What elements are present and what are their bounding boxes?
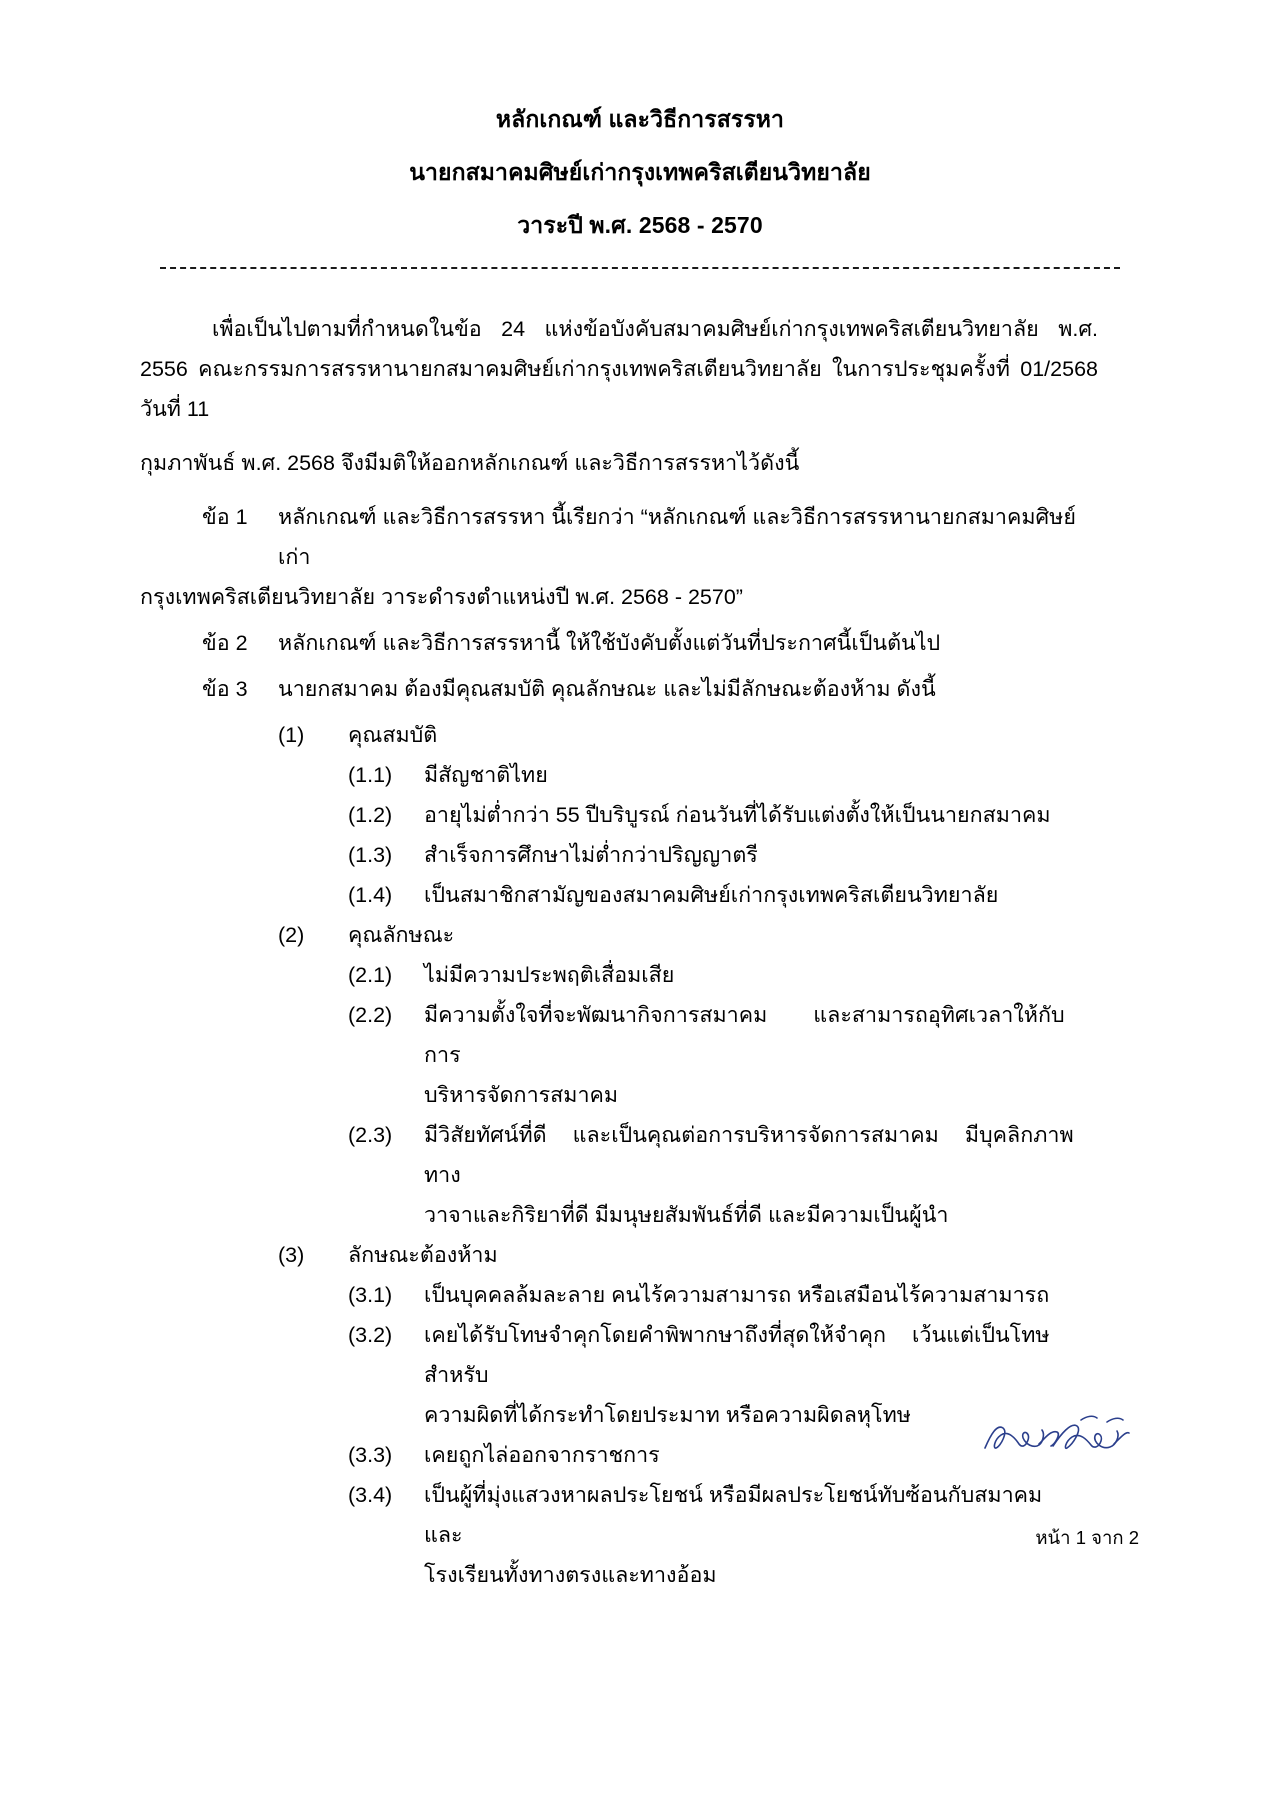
item-1-4 bbox=[140, 875, 1098, 915]
document-title-block bbox=[140, 0, 1140, 237]
item-2-3-text-a: มีวิสัยทัศน์ที่ดี bbox=[424, 1123, 547, 1147]
item-2-3-text-b: และเป็นคุณต่อการบริหารจัดการสมาคม bbox=[572, 1123, 939, 1147]
group-2-number: (2) bbox=[278, 923, 305, 947]
item-1-1-number: (1.1) bbox=[348, 763, 393, 787]
item-3-2-text-a: เคยได้รับโทษจำคุกโดยคำพิพากษาถึงที่สุดให้จำคุก bbox=[424, 1323, 887, 1347]
item-3-4-number: (3.4) bbox=[348, 1483, 393, 1507]
clause-2-number: ข้อ 2 bbox=[202, 631, 248, 655]
item-2-2 bbox=[140, 995, 1098, 1115]
item-2-2-number: (2.2) bbox=[348, 1003, 393, 1027]
clause-1-text: หลักเกณฑ์ และวิธีการสรรหา นี้เรียกว่า “หลักเกณฑ์ และวิธีการสรรหานายกสมาคมศิษย์เก่า bbox=[278, 505, 1076, 569]
item-3-4-text-b: และ bbox=[424, 1523, 463, 1547]
item-3-2-number: (3.2) bbox=[348, 1323, 393, 1347]
group-1-label: คุณสมบัติ bbox=[348, 723, 438, 747]
separator-rule-wrapper bbox=[140, 267, 1140, 279]
item-3-4-text-a: เป็นผู้ที่มุ่งแสวงหาผลประโยชน์ หรือมีผลประโยชน์ทับซ้อนกับสมาคม bbox=[424, 1483, 1043, 1507]
item-3-2 bbox=[140, 1315, 1098, 1435]
item-2-1-text: ไม่มีความประพฤติเสื่อมเสีย bbox=[424, 963, 675, 987]
item-2-1 bbox=[140, 955, 1098, 995]
dashed-separator bbox=[160, 267, 1120, 269]
intro-paragraph-tail: กุมภาพันธ์ พ.ศ. 2568 จึงมีมติให้ออกหลักเกณฑ์ และวิธีการสรรหาไว้ดังนี้ bbox=[140, 451, 800, 475]
item-3-2-body bbox=[424, 1315, 1098, 1435]
item-1-4-text: เป็นสมาชิกสามัญของสมาคมศิษย์เก่ากรุงเทพคริสเตียนวิทยาลัย bbox=[424, 883, 999, 907]
group-2-heading bbox=[140, 915, 1098, 955]
item-2-3-text-c: มีบุคลิกภาพทาง bbox=[424, 1123, 1074, 1187]
item-2-2-text-line2: บริหารจัดการสมาคม bbox=[424, 1083, 619, 1107]
item-2-3-body bbox=[424, 1115, 1098, 1235]
item-3-3-number: (3.3) bbox=[348, 1443, 393, 1467]
item-2-2-text-b: และสามารถอุทิศเวลาให้กับการ bbox=[424, 1003, 1065, 1067]
title-line-1: หลักเกณฑ์ และวิธีการสรรหา bbox=[495, 106, 785, 132]
item-3-2-text-line2: ความผิดที่ได้กระทำโดยประมาท หรือความผิดลหุโทษ bbox=[424, 1403, 911, 1427]
clause-1 bbox=[140, 497, 1098, 617]
item-1-1-text: มีสัญชาติไทย bbox=[424, 763, 548, 787]
item-1-2 bbox=[140, 795, 1098, 835]
item-1-1 bbox=[140, 755, 1098, 795]
clause-2 bbox=[140, 623, 1098, 663]
title-line-3: วาระปี พ.ศ. 2568 - 2570 bbox=[517, 212, 763, 238]
clause-2-body: หลักเกณฑ์ และวิธีการสรรหานี้ ให้ใช้บังคับตั้งแต่วันที่ประกาศนี้เป็นต้นไป bbox=[278, 631, 941, 655]
item-3-2-text-b: เว้นแต่เป็นโทษสำหรับ bbox=[424, 1323, 1050, 1387]
clause-1-number: ข้อ 1 bbox=[202, 505, 248, 529]
item-3-1 bbox=[140, 1275, 1098, 1315]
clause-3 bbox=[140, 669, 1098, 709]
group-3-number: (3) bbox=[278, 1243, 305, 1267]
item-3-3 bbox=[140, 1435, 1098, 1475]
item-2-3 bbox=[140, 1115, 1098, 1235]
group-3-heading bbox=[140, 1235, 1098, 1275]
item-2-1-number: (2.1) bbox=[348, 963, 393, 987]
group-1-heading bbox=[140, 715, 1098, 755]
item-3-3-text: เคยถูกไล่ออกจากราชการ bbox=[424, 1443, 660, 1467]
document-content bbox=[140, 0, 1140, 1810]
item-3-1-number: (3.1) bbox=[348, 1283, 393, 1307]
item-2-3-text-line2: วาจาและกิริยาที่ดี มีมนุษยสัมพันธ์ที่ดี และมีความเป็นผู้นำ bbox=[424, 1203, 949, 1227]
document-body bbox=[140, 309, 1140, 1595]
group-1-number: (1) bbox=[278, 723, 305, 747]
item-3-4-text-line2: โรงเรียนทั้งทางตรงและทางอ้อม bbox=[424, 1563, 717, 1587]
clause-3-body: นายกสมาคม ต้องมีคุณสมบัติ คุณลักษณะ และไม่มีลักษณะต้องห้าม ดังนี้ bbox=[278, 677, 936, 701]
item-1-2-number: (1.2) bbox=[348, 803, 393, 827]
item-3-4-body bbox=[424, 1475, 1098, 1595]
group-3-label: ลักษณะต้องห้าม bbox=[348, 1243, 498, 1267]
item-1-3-number: (1.3) bbox=[348, 843, 393, 867]
item-2-2-body bbox=[424, 995, 1098, 1115]
clause-1-continuation: กรุงเทพคริสเตียนวิทยาลัย วาระดำรงตำแหน่งปี พ.ศ. 2568 - 2570” bbox=[140, 585, 743, 609]
item-1-4-number: (1.4) bbox=[348, 883, 393, 907]
item-3-4 bbox=[140, 1475, 1098, 1595]
item-1-2-text: อายุไม่ต่ำกว่า 55 ปีบริบูรณ์ ก่อนวันที่ได้รับแต่งตั้งให้เป็นนายกสมาคม bbox=[424, 803, 1051, 827]
item-3-1-text: เป็นบุคคลล้มละลาย คนไร้ความสามารถ หรือเสมือนไร้ความสามารถ bbox=[424, 1283, 1050, 1307]
item-2-2-text-a: มีความตั้งใจที่จะพัฒนากิจการสมาคม bbox=[424, 1003, 768, 1027]
item-2-3-number: (2.3) bbox=[348, 1123, 393, 1147]
clause-3-number: ข้อ 3 bbox=[202, 677, 248, 701]
intro-paragraph: เพื่อเป็นไปตามที่กำหนดในข้อ 24 แห่งข้อบังคับสมาคมศิษย์เก่ากรุงเทพคริสเตียนวิทยาลัย พ.ศ. 2556 คณะกรรมการสรรหานายกสมาคมศิษย์เก่ากรุงเทพคริสเตียนวิทยาลัย ในการประชุมครั้งที่ 01/2568 วันที่ 11 bbox=[140, 317, 1098, 421]
item-1-3-text: สำเร็จการศึกษาไม่ต่ำกว่าปริญญาตรี bbox=[424, 843, 758, 867]
item-1-3 bbox=[140, 835, 1098, 875]
group-2-label: คุณลักษณะ bbox=[348, 923, 455, 947]
title-line-2: นายกสมาคมศิษย์เก่ากรุงเทพคริสเตียนวิทยาลัย bbox=[409, 159, 871, 185]
page-footer: หน้า 1 จาก 2 bbox=[1035, 1527, 1139, 1548]
